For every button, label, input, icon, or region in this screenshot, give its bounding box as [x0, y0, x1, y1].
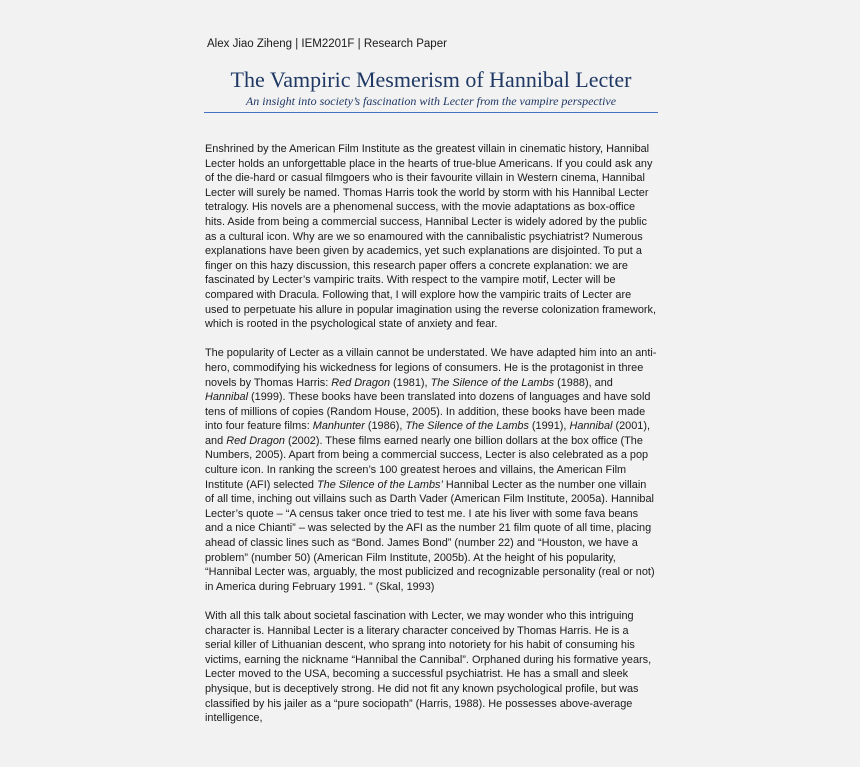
text-run: (2002). These films earned nearly one billion dollars at the box office (The Numbers, 2005). Apart from being a commercial success, Lecter is also celebrated as a pop culture icon. In ranking the screen’s 100 greatest heroes and villains, the American Film Institute (AFI) selected	[205, 434, 649, 491]
text-run: With all this talk about societal fascination with Lecter, we may wonder who this intriguing character is. Hannibal Lecter is a literary character conceived by Thomas Harris. He is a serial killer of Lithuanian descent, who sprang into notoriety for his habit of consuming his victims, earning the nickname “Hannibal the Cannibal”. Orphaned during his formative years, Lecter moved to the USA, becoming a successful psychiatrist. He has a small and sleek physique, but is deceptively strong. He did not fit any known psychological profile, but was classified by his jailer as a “pure sociopath” (Harris, 1988). He possesses above-average intelligence,	[205, 610, 652, 725]
text-run: The popularity of Lecter as a villain cannot be understated. We have adapted him into an anti-hero, commodifying his wickedness for legions of consumers. He is the protagonist in three novels by Thomas Harris:	[205, 347, 657, 389]
paragraph-3	[205, 609, 657, 726]
italic-title-run: Red Dragon	[226, 434, 285, 447]
paragraph-1	[205, 142, 657, 332]
italic-title-run: Manhunter	[312, 420, 365, 433]
text-run: (1988), and	[554, 376, 613, 389]
document-title: The Vampiric Mesmerism of Hannibal Lecter	[230, 67, 632, 92]
text-run: (1999). These books have been translated into dozens of languages and have sold tens of millions of copies (Random House, 2005). In addition, these books have been made into four feature films:	[205, 391, 651, 433]
body-text	[205, 142, 657, 726]
title-divider	[204, 112, 658, 113]
italic-title-run: The Silence of the Lambs’	[316, 478, 443, 491]
italic-title-run: The Silence of the Lambs	[430, 376, 555, 389]
document-subtitle: An insight into society’s fascination with Lecter from the vampire perspective	[245, 94, 617, 108]
text-run: Enshrined by the American Film Institute as the greatest villain in cinematic history, Hannibal Lecter holds an unforgettable place in the hearts of true-blue Americans. If you could ask any of the die-hard or casual filmgoers who is their favourite villain in Western cinema, Hannibal Lecter will surely be named. Thomas Harris took the world by storm with his Hannibal Lecter tetralogy. His novels are a phenomenal success, with the movie adaptations as box-office hits. Aside from being a commercial success, Hannibal Lecter is widely adored by the public as a cultural icon. Why are we so enamoured with the cannibalistic psychiatrist? Numerous explanations have been given by academics, yet such explanations are disjointed. To put a finger on this hazy discussion, this research paper offers a concrete explanation: we are fascinated by Lecter’s vampiric traits. With respect to the vampire motif, Lecter will be compared with Dracula. Following that, I will explore how the vampiric traits of Lecter are used to perpetuate his allure in popular imagination using the reverse colonization framework, which is rooted in the psychological state of anxiety and fear.	[205, 143, 657, 331]
title-block	[204, 66, 658, 113]
italic-title-run: The Silence of the Lambs	[405, 420, 529, 433]
italic-title-run: Red Dragon	[331, 376, 391, 389]
text-run: (1986),	[364, 420, 406, 433]
author-header: Alex Jiao Ziheng | IEM2201F | Research Paper	[207, 38, 447, 50]
paragraph-2	[205, 346, 657, 594]
italic-title-run: Hannibal	[205, 391, 248, 404]
text-run: (1981),	[390, 376, 431, 389]
text-run: Hannibal Lecter as the number one villain of all time, inching out villains such as Darth Vader (American Film Institute, 2005a). Hannibal Lecter’s quote – “A census taker once tried to test me. I ate his liver with some fava beans and a nice Chianti” – was selected by the AFI as the number 21 film quote of all time, placing ahead of classic lines such as “Bond. James Bond” (number 22) and “Houston, we have a problem” (number 50) (American Film Institute, 2005b). At the height of his popularity, “Hannibal Lecter was, arguably, the most publicized and recognizable personality (real or not) in America during February 1991. ” (Skal, 1993)	[205, 478, 655, 593]
text-run: (1991),	[528, 420, 570, 433]
italic-title-run: Hannibal	[569, 420, 613, 433]
text-run: (2001), and	[205, 420, 650, 447]
